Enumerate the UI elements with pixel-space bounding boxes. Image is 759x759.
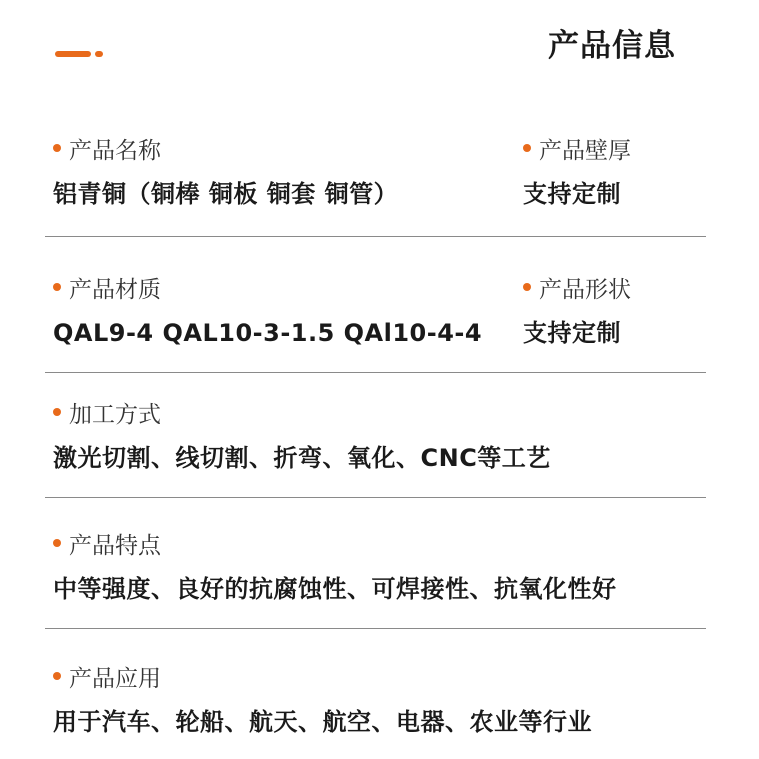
field-label-processing: 加工方式 — [69, 401, 161, 428]
field-value-material: QAL9-4 QAL10-3-1.5 QAl10-4-4 — [53, 319, 483, 347]
bullet-dot-icon — [53, 144, 61, 152]
field-wall-thickness — [523, 133, 631, 210]
field-applications — [53, 661, 592, 738]
field-processing — [53, 397, 551, 474]
divider — [45, 236, 706, 237]
bullet-dot-icon — [53, 408, 61, 416]
field-value-features: 中等强度、良好的抗腐蚀性、可焊接性、抗氧化性好 — [53, 575, 617, 603]
bullet-dot-icon — [53, 672, 61, 680]
field-features — [53, 528, 617, 605]
divider — [45, 372, 706, 373]
field-label-material: 产品材质 — [69, 276, 161, 303]
bullet-dot-icon — [53, 539, 61, 547]
divider — [45, 628, 706, 629]
page-title: 产品信息 — [548, 28, 676, 64]
field-label-applications: 产品应用 — [69, 665, 161, 692]
field-label-features: 产品特点 — [69, 532, 161, 559]
accent-dot — [95, 51, 103, 57]
field-value-product-name: 铝青铜（铜棒 铜板 铜套 铜管） — [53, 180, 399, 208]
field-value-applications: 用于汽车、轮船、航天、航空、电器、农业等行业 — [53, 708, 592, 736]
field-label-product-name: 产品名称 — [69, 137, 161, 164]
bullet-dot-icon — [523, 144, 531, 152]
field-label-wall-thickness: 产品壁厚 — [539, 137, 631, 164]
field-label-shape: 产品形状 — [539, 276, 631, 303]
field-material — [53, 272, 482, 349]
divider — [45, 497, 706, 498]
field-shape — [523, 272, 631, 349]
bullet-dot-icon — [53, 283, 61, 291]
field-product-name — [53, 133, 398, 210]
field-value-processing: 激光切割、线切割、折弯、氧化、CNC等工艺 — [53, 444, 551, 472]
bullet-dot-icon — [523, 283, 531, 291]
accent-bar — [55, 51, 91, 57]
field-value-shape: 支持定制 — [523, 319, 621, 347]
field-value-wall-thickness: 支持定制 — [523, 180, 621, 208]
